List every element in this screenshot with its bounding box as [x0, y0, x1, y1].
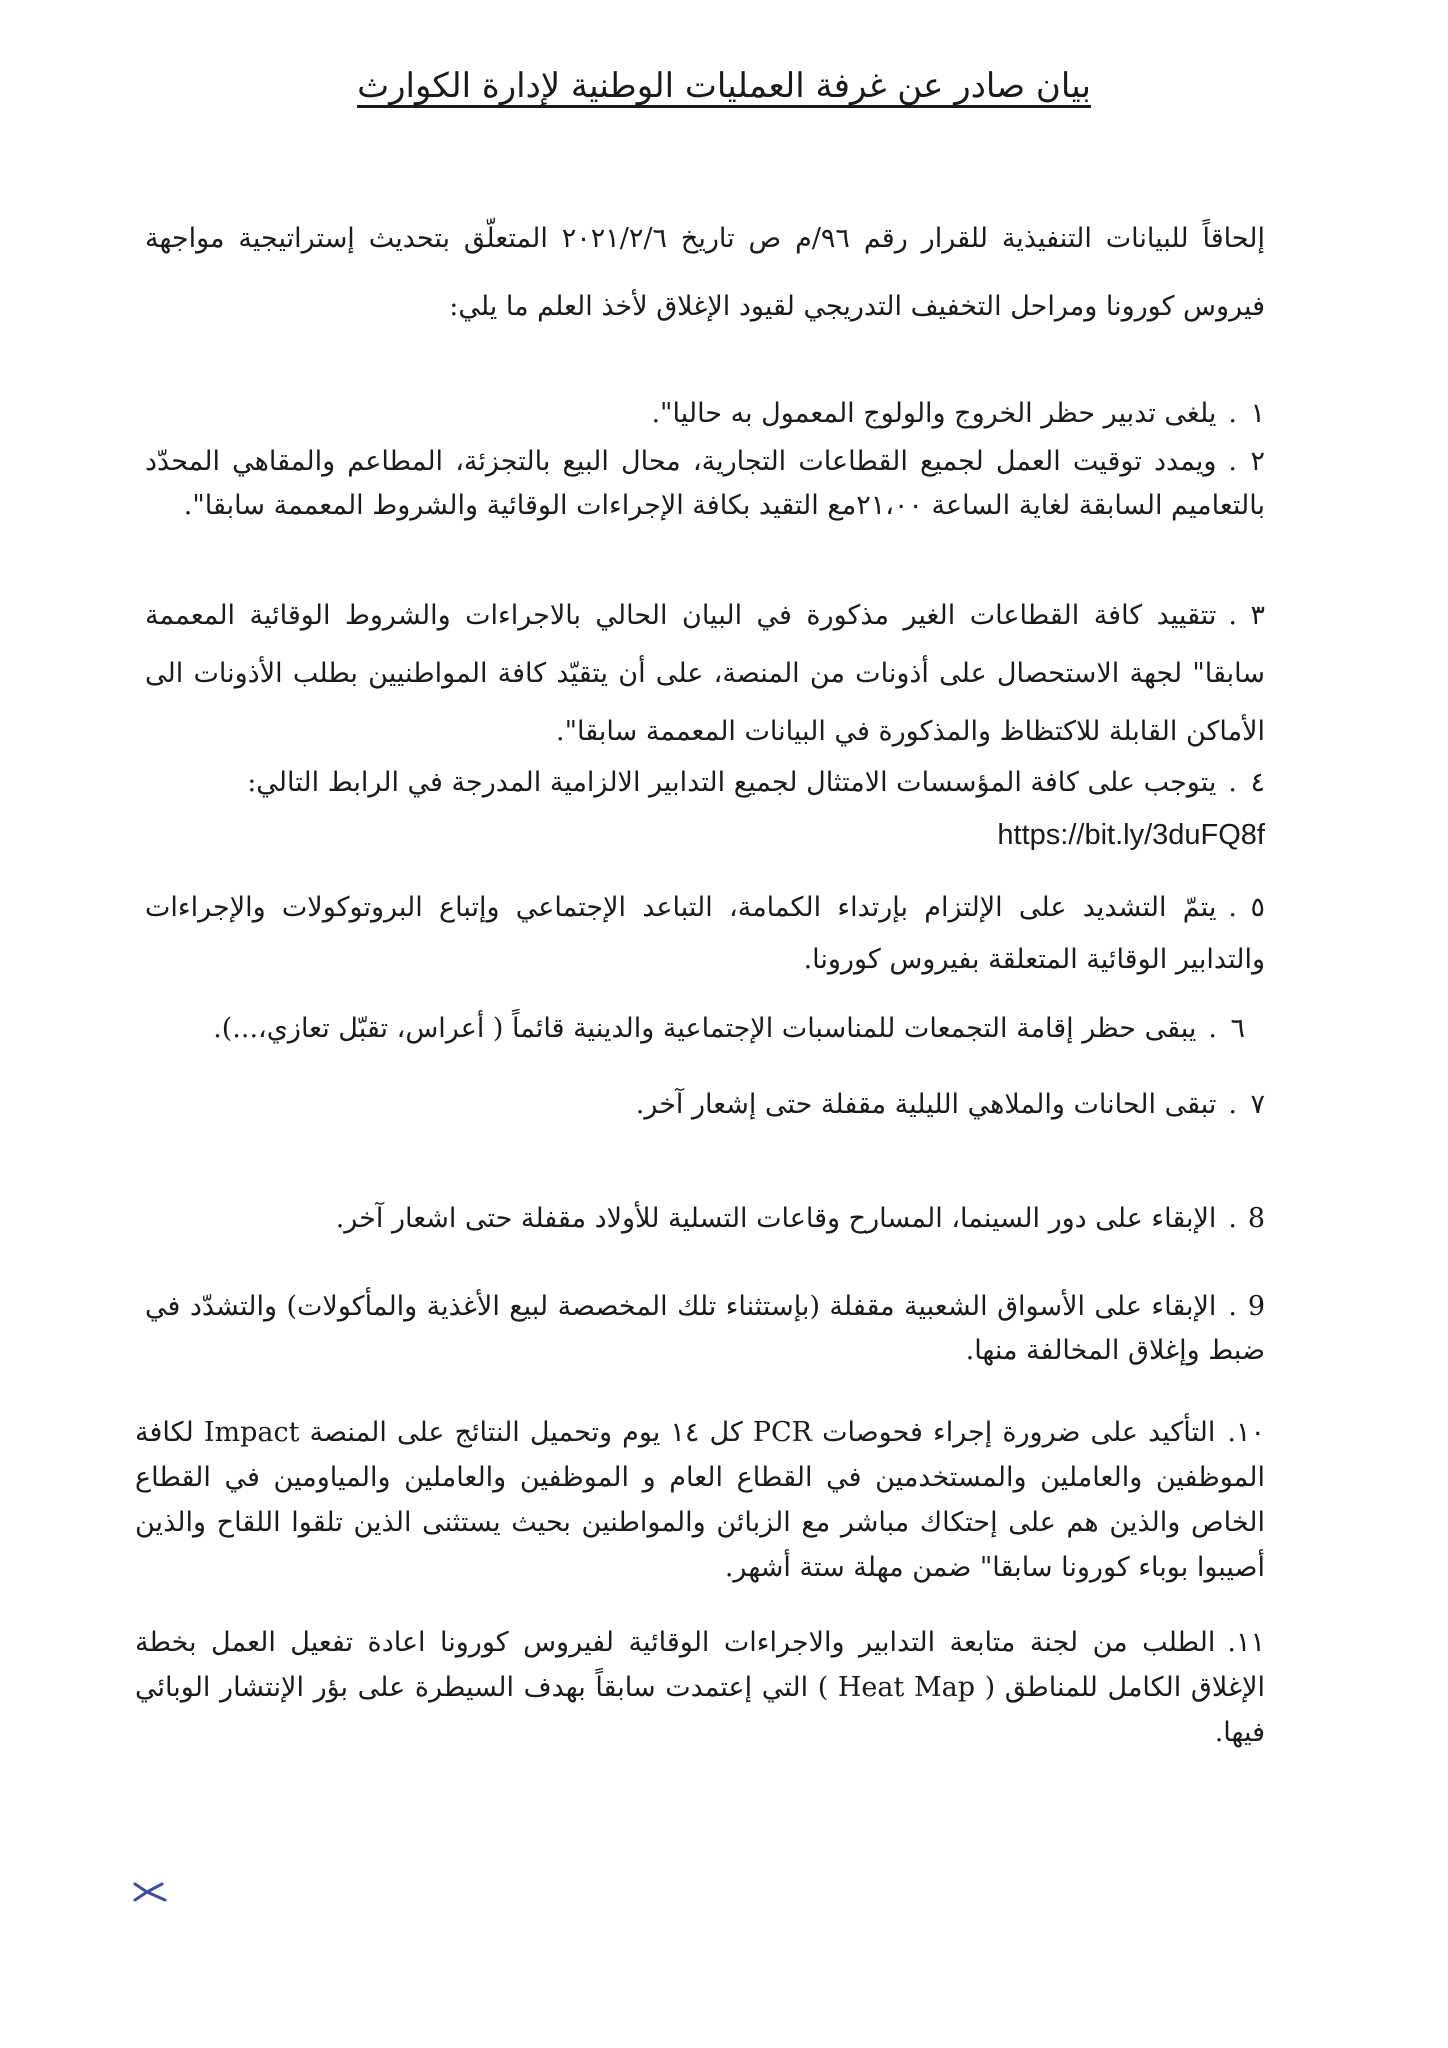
list-item-3: ٣.تتقييد كافة القطاعات الغير مذكورة في البيان الحالي بالاجراءات والشروط الوقائية المعممة سابقا" لجهة الاستحصال على أذونات من المنصة، على أن يتقيّد كافة المواطنيين بطلب الأذونات الى الأماكن القابلة للاكتظاظ والمذكورة في البيانات المعممة سابقا".	[145, 587, 1265, 761]
item-number: ١١	[1235, 1627, 1265, 1658]
item-number: ٤	[1250, 767, 1265, 798]
page-title: بيان صادر عن غرفة العمليات الوطنية لإدارة الكوارث	[357, 66, 1091, 106]
item-text: تتقييد كافة القطاعات الغير مذكورة في البيان الحالي بالاجراءات والشروط الوقائية المعممة سابقا" لجهة الاستحصال على أذونات من المنصة، على أن يتقيّد كافة المواطنيين بطلب الأذونات الى الأماكن القابلة للاكتظاظ والمذكورة في البيانات المعممة سابقا".	[145, 600, 1265, 747]
list-item-6: ٦.يبقى حظر إقامة التجمعات للمناسبات الإجتماعية والدينية قائماً ( أعراس، تقبّل تعازي،...).	[145, 1007, 1245, 1051]
guidelines-link[interactable]: https://bit.ly/3duFQ8f	[997, 819, 1265, 851]
item-text: يتوجب على كافة المؤسسات الامتثال لجميع التدابير الالزامية المدرجة في الرابط التالي:	[247, 767, 1217, 798]
item-number: ٧	[1250, 1089, 1265, 1120]
list-item-5: ٥.يتمّ التشديد على الإلتزام بإرتداء الكمامة، التباعد الإجتماعي وإتباع البروتوكولات والإجراءات والتدابير الوقائية المتعلقة بفيروس كورونا.	[145, 882, 1265, 986]
item-number: ٦	[1230, 1013, 1245, 1044]
item-number: ٥	[1250, 892, 1265, 923]
item-text: يلغى تدبير حظر الخروج والولوج المعمول به حاليا".	[651, 398, 1217, 429]
item-text: الإبقاء على الأسواق الشعبية مقفلة (بإستثناء تلك المخصصة لبيع الأغذية والمأكولات) والتشدّد في ضبط وإغلاق المخالفة منها.	[145, 1291, 1265, 1366]
list-item-4: ٤.يتوجب على كافة المؤسسات الامتثال لجميع التدابير الالزامية المدرجة في الرابط التالي: https://bit.ly/3duFQ8f	[145, 757, 1265, 862]
list-item-7: ٧.تبقى الحانات والملاهي الليلية مقفلة حتى إشعار آخر.	[145, 1083, 1265, 1127]
intro-paragraph: إلحاقاً للبيانات التنفيذية للقرار رقم ٩٦/م ص تاريخ ٢٠٢١/٢/٦ المتعلّق بتحديث إستراتيجية مواجهة فيروس كورونا ومراحل التخفيف التدريجي لقيود الإغلاق لأخذ العلم ما يلي:	[145, 223, 1265, 322]
list-item-1: ١.يلغى تدبير حظر الخروج والولوج المعمول به حاليا".	[145, 392, 1265, 436]
item-text: يتمّ التشديد على الإلتزام بإرتداء الكمامة، التباعد الإجتماعي وإتباع البروتوكولات والإجراءات والتدابير الوقائية المتعلقة بفيروس كورونا.	[145, 892, 1265, 975]
item-number: ١٠	[1235, 1417, 1265, 1448]
item-number: 9	[1247, 1291, 1265, 1322]
item-number: ١	[1250, 398, 1265, 429]
signature-icon	[132, 1880, 168, 1908]
item-text: تبقى الحانات والملاهي الليلية مقفلة حتى إشعار آخر.	[635, 1089, 1217, 1120]
list-item-8: 8.الإبقاء على دور السينما، المسارح وقاعات التسلية للأولاد مقفلة حتى اشعار آخر.	[145, 1197, 1265, 1241]
item-text: ويمدد توقيت العمل لجميع القطاعات التجارية، محال البيع بالتجزئة، المطاعم والمقاهي المحدّد بالتعاميم السابقة لغاية الساعة ٢١،٠٠مع التقيد بكافة الإجراءات الوقائية والشروط المعممة سابقا".	[145, 446, 1265, 521]
item-number: ٣	[1250, 600, 1265, 631]
item-number: ٢	[1250, 446, 1265, 477]
item-text: التأكيد على ضرورة إجراء فحوصات PCR كل ١٤ يوم وتحميل النتائج على المنصة Impact لكافة الموظفين والعاملين والمستخدمين في القطاع العام و الموظفين والعاملين والمياومين في القطاع الخاص والذين هم على إحتكاك مباشر مع الزبائن والمواطنين بحيث يستثنى الذين تلقوا اللقاح والذين أصيبوا بوباء كورونا سابقا" ضمن مهلة ستة أشهر.	[135, 1417, 1265, 1583]
list-item-10: ١٠.التأكيد على ضرورة إجراء فحوصات PCR كل ١٤ يوم وتحميل النتائج على المنصة Impact لكافة الموظفين والعاملين والمستخدمين في القطاع العام و الموظفين والعاملين والمياومين في القطاع الخاص والذين هم على إحتكاك مباشر مع الزبائن والمواطنين بحيث يستثنى الذين تلقوا اللقاح والذين أصيبوا بوباء كورونا سابقا" ضمن مهلة ستة أشهر.	[135, 1410, 1265, 1590]
item-text: الطلب من لجنة متابعة التدابير والاجراءات الوقائية لفيروس كورونا اعادة تفعيل العمل بخطة الإغلاق الكامل للمناطق ( Heat Map ) التي إعتمدت سابقاً بهدف السيطرة على بؤر الإنتشار الوبائي فيها.	[135, 1627, 1265, 1748]
item-number: 8	[1247, 1203, 1265, 1234]
item-text: يبقى حظر إقامة التجمعات للمناسبات الإجتماعية والدينية قائماً ( أعراس، تقبّل تعازي،...).	[213, 1013, 1197, 1044]
list-item-11: ١١.الطلب من لجنة متابعة التدابير والاجراءات الوقائية لفيروس كورونا اعادة تفعيل العمل بخطة الإغلاق الكامل للمناطق ( Heat Map ) التي إعتمدت سابقاً بهدف السيطرة على بؤر الإنتشار الوبائي فيها.	[135, 1620, 1265, 1755]
item-text: الإبقاء على دور السينما، المسارح وقاعات التسلية للأولاد مقفلة حتى اشعار آخر.	[335, 1203, 1217, 1234]
list-item-9: 9.الإبقاء على الأسواق الشعبية مقفلة (بإستثناء تلك المخصصة لبيع الأغذية والمأكولات) والتشدّد في ضبط وإغلاق المخالفة منها.	[145, 1285, 1265, 1373]
list-item-2: ٢.ويمدد توقيت العمل لجميع القطاعات التجارية، محال البيع بالتجزئة، المطاعم والمقاهي المحدّد بالتعاميم السابقة لغاية الساعة ٢١،٠٠مع التقيد بكافة الإجراءات الوقائية والشروط المعممة سابقا".	[145, 440, 1265, 528]
